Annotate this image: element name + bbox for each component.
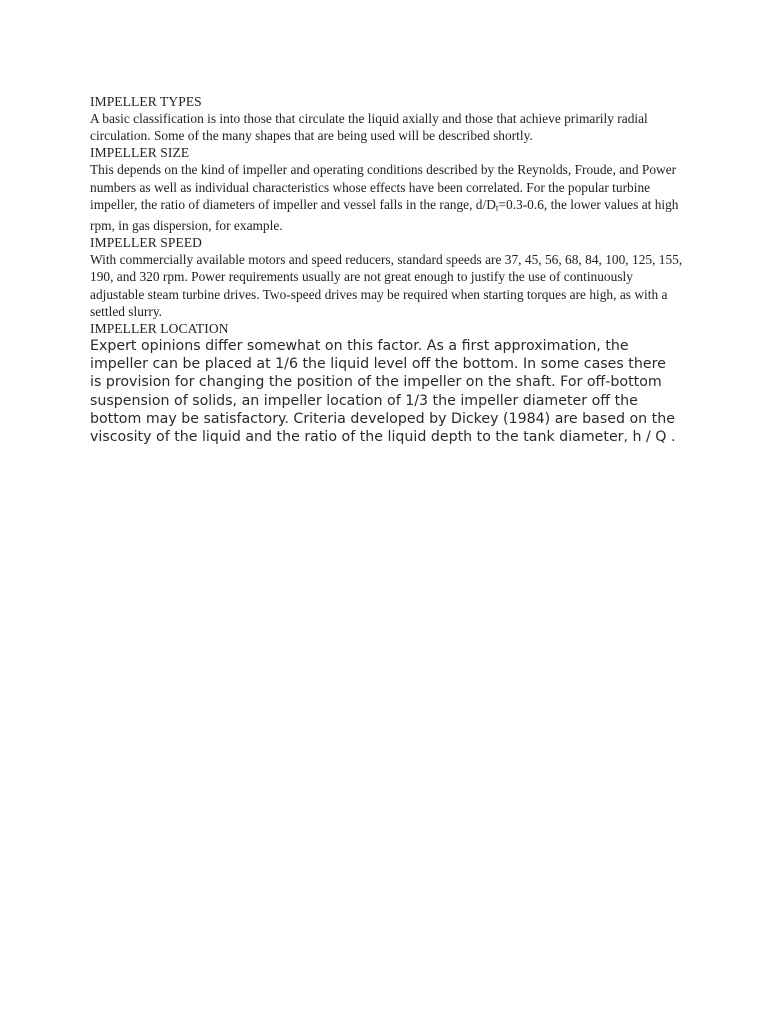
impeller-size-text-b: =0.3-0.6, the lower values at high rpm, in gas dispersion, for example. <box>90 196 679 234</box>
paragraph-impeller-location: Expert opinions differ somewhat on this factor. As a first approximation, the impeller can be placed at 1/6 the liquid level off the bottom. In some cases there is provision for changing the position of the impeller on the shaft. For off-bottom suspension of solids, an impeller location of 1/3 the impeller diameter off the bottom may be satisfactory. Criteria developed by Dickey (1984) are based on the viscosity of the liquid and the ratio of the liquid depth to the tank diameter, h / Q . <box>90 338 676 446</box>
heading-impeller-location: IMPELLER LOCATION <box>90 321 229 337</box>
heading-impeller-speed: IMPELLER SPEED <box>90 235 203 251</box>
heading-impeller-types: IMPELLER TYPES <box>90 94 202 109</box>
paragraph-impeller-types: A basic classification is into those that circulate the liquid axially and those that achieve primarily radial circulation. Some of the many shapes that are being used will be described shortly. <box>90 111 648 144</box>
impeller-size-text-a: This depends on the kind of impeller and operating conditions described by the Reynolds, Froude, and Power numbers as well as individual characteristics whose effects have been correlated. For the popular turbine impeller, the ratio of diameters of impeller and vessel falls in the range, d/D <box>90 162 677 212</box>
document-page <box>90 93 690 446</box>
heading-impeller-size: IMPELLER SIZE <box>90 145 190 161</box>
paragraph-impeller-size <box>90 161 690 234</box>
paragraph-impeller-speed: With commercially available motors and speed reducers, standard speeds are 37, 45, 56, 68, 84, 100, 125, 155, 190, and 320 rpm. Power requirements usually are not great enough to justify the use of continuously adjustable steam turbine drives. Two-speed drives may be required when starting torques are high, as with a settled slurry. <box>90 252 683 319</box>
impeller-size-subscript: t <box>495 202 499 213</box>
